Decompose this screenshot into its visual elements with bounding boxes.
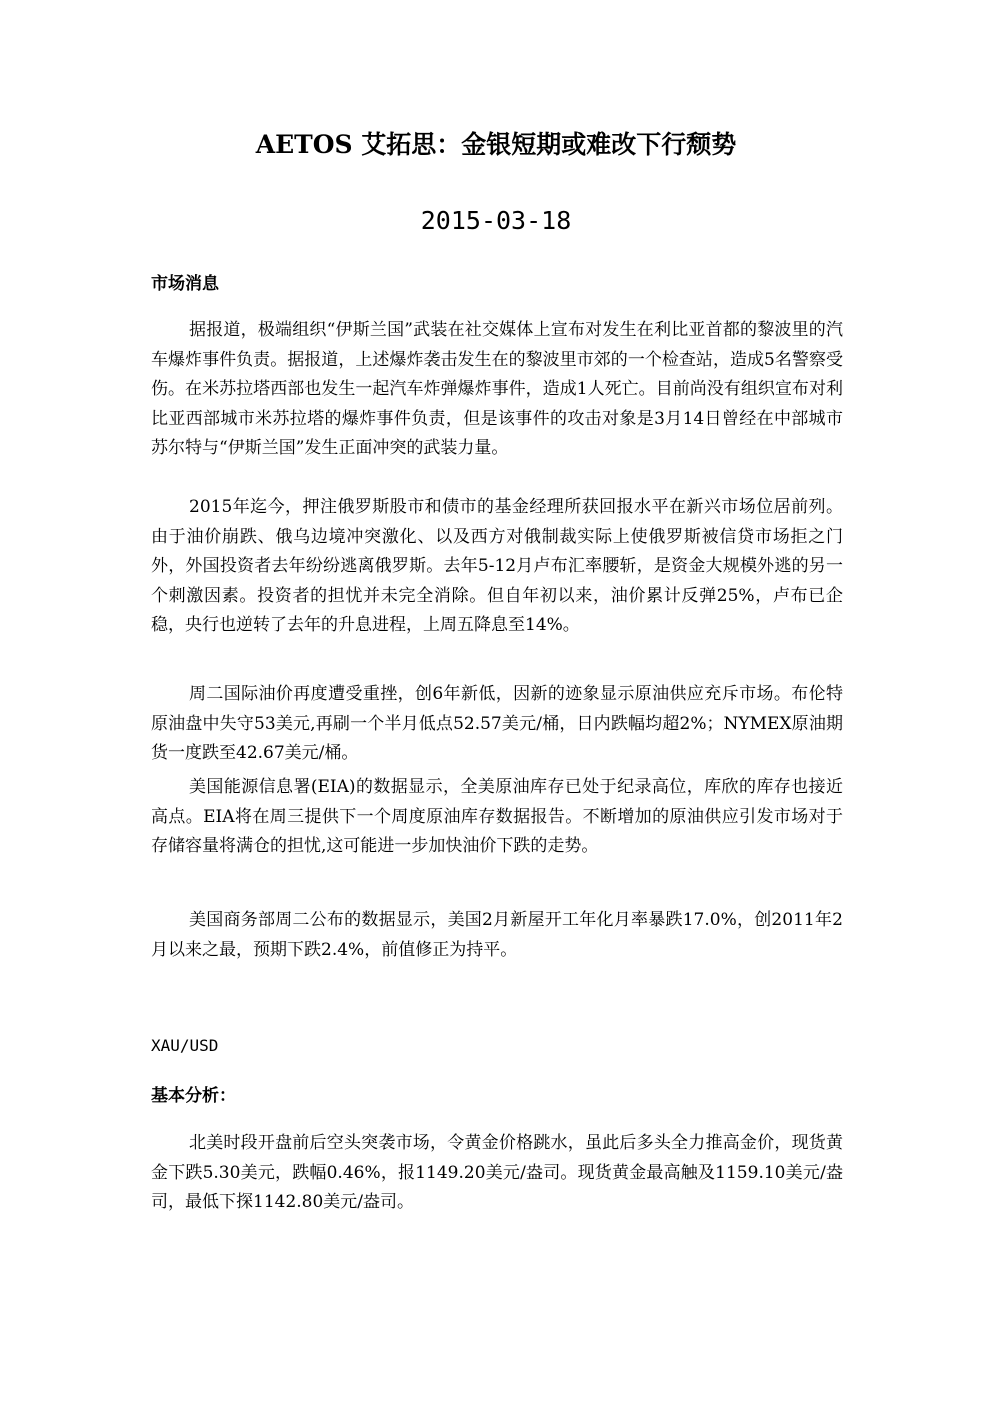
paragraph-gold-analysis: 北美时段开盘前后空头突袭市场，令黄金价格跳水，虽此后多头全力推高金价，现货黄金下跌5.30美元，跌幅0.46%，报1149.20美元/盎司。现货黄金最高触及1159.10美元/盎司，最低下探1142.80美元/盎司。	[151, 1133, 843, 1212]
paragraph-libya-bombing: 据报道，极端组织“伊斯兰国”武装在社交媒体上宣布对发生在利比亚首都的黎波里的汽车爆炸事件负责。据报道，上述爆炸袭击发生在的黎波里市郊的一个检查站，造成5名警察受伤。在米苏拉塔西部也发生一起汽车炸弹爆炸事件，造成1人死亡。目前尚没有组织宣布对利比亚西部城市米苏拉塔的爆炸事件负责，但是该事件的攻击对象是3月14日曾经在中部城市苏尔特与“伊斯兰国”发生正面冲突的武装力量。	[151, 320, 843, 458]
section-heading-market-news: 市场消息	[151, 274, 219, 294]
paragraph-housing-starts: 美国商务部周二公布的数据显示，美国2月新屋开工年化月率暴跌17.0%，创2011年2月以来之最，预期下跌2.4%，前值修正为持平。	[151, 910, 843, 960]
paragraph-oil-prices: 周二国际油价再度遭受重挫，创6年新低，因新的迹象显示原油供应充斥市场。布伦特原油盘中失守53美元,再刷一个半月低点52.57美元/桶，日内跌幅均超2%；NYMEX原油期货一度跌至42.67美元/桶。	[151, 684, 843, 763]
symbol-label-xau-usd: XAU/USD	[151, 1036, 219, 1055]
paragraph-russia-funds: 2015年迄今，押注俄罗斯股市和债市的基金经理所获回报水平在新兴市场位居前列。由于油价崩跌、俄乌边境冲突激化、以及西方对俄制裁实际上使俄罗斯被信贷市场拒之门外，外国投资者去年纷纷逃离俄罗斯。去年5-12月卢布汇率腰斩，是资金大规模外逃的另一个刺激因素。投资者的担忧并未完全消除。但自年初以来，油价累计反弹25%，卢布已企稳，央行也逆转了去年的升息进程，上周五降息至14%。	[151, 497, 843, 635]
paragraph-eia-inventory: 美国能源信息署(EIA)的数据显示，全美原油库存已处于纪录高位，库欣的库存也接近高点。EIA将在周三提供下一个周度原油库存数据报告。不断增加的原油供应引发市场对于存储容量将满仓的担忧,这可能进一步加快油价下跌的走势。	[151, 777, 843, 856]
document-title: AETOS 艾拓思：金银短期或难改下行颓势	[255, 130, 737, 159]
document-date: 2015-03-18	[420, 206, 572, 235]
section-heading-fundamental-analysis: 基本分析：	[151, 1086, 236, 1106]
